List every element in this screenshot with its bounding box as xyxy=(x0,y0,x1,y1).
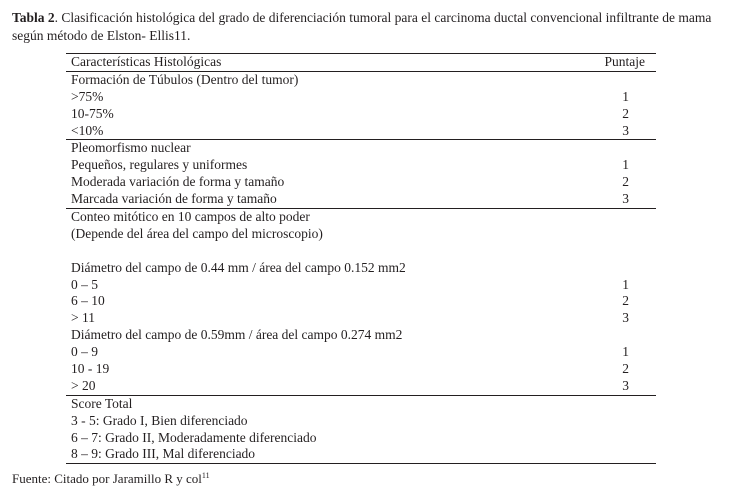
row-label: Score Total xyxy=(71,395,133,411)
table-row xyxy=(66,209,656,226)
table-row xyxy=(66,310,656,327)
source-ref: 11 xyxy=(201,471,210,480)
table-row xyxy=(66,293,656,310)
row-score: 2 xyxy=(622,174,629,190)
row-label: Diámetro del campo de 0.44 mm / área del campo 0.152 mm2 xyxy=(71,259,406,275)
caption-text: . Clasificación histológica del grado de diferenciación tumoral para el carcinoma ductal convencional infiltrante de mama según método de Elston- Ellis11. xyxy=(12,10,712,43)
row-label: 0 – 9 xyxy=(71,344,98,360)
table-body xyxy=(66,72,656,464)
source-text: Fuente: Citado por Jaramillo R y col xyxy=(12,471,202,486)
row-score: 2 xyxy=(622,361,629,377)
row-label: Moderada variación de forma y tamaño xyxy=(71,174,285,190)
table-row xyxy=(66,106,656,123)
row-label: Pequeños, regulares y uniformes xyxy=(71,157,248,173)
row-score: 2 xyxy=(622,105,629,121)
nuclear-pleomorphism-section xyxy=(66,140,656,208)
table-row xyxy=(66,361,656,378)
grading-table xyxy=(66,53,656,464)
row-label: 6 – 7: Grado II, Moderadamente diferenciado xyxy=(71,429,317,445)
row-score: 3 xyxy=(622,310,629,326)
table-row xyxy=(66,378,656,395)
table-row xyxy=(66,446,656,463)
table-row xyxy=(66,191,656,208)
row-label: >75% xyxy=(71,88,104,104)
row-label: > 11 xyxy=(71,310,95,326)
tubule-formation-section xyxy=(66,72,656,140)
table-row xyxy=(66,157,656,174)
table-row xyxy=(66,243,656,260)
row-label: > 20 xyxy=(71,377,96,393)
table-row xyxy=(66,277,656,294)
total-score-section xyxy=(66,396,656,464)
row-label: 0 – 5 xyxy=(71,276,98,292)
table-row xyxy=(66,72,656,89)
row-score: 3 xyxy=(622,377,629,393)
table-row xyxy=(66,327,656,344)
row-score: 1 xyxy=(622,344,629,360)
row-label: (Depende del área del campo del microscopio) xyxy=(71,225,323,241)
row-label: 6 – 10 xyxy=(71,293,105,309)
row-label: 3 - 5: Grado I, Bien diferenciado xyxy=(71,412,248,428)
row-label: <10% xyxy=(71,122,104,138)
table-row xyxy=(66,344,656,361)
table-row xyxy=(66,226,656,243)
row-score: 1 xyxy=(622,88,629,104)
row-label: Diámetro del campo de 0.59mm / área del campo 0.274 mm2 xyxy=(71,327,403,343)
table-row xyxy=(66,123,656,140)
row-score: 3 xyxy=(622,122,629,138)
table-row xyxy=(66,89,656,106)
table-header-row xyxy=(66,54,656,71)
section-rule xyxy=(66,463,656,464)
row-label: 8 – 9: Grado III, Mal diferenciado xyxy=(71,446,256,462)
source-note xyxy=(12,468,210,487)
table-row xyxy=(66,174,656,191)
mitotic-count-section xyxy=(66,209,656,395)
row-label: 10 - 19 xyxy=(71,361,110,377)
row-score: 2 xyxy=(622,293,629,309)
header-score: Puntaje xyxy=(604,54,645,69)
table-row xyxy=(66,413,656,430)
row-score: 3 xyxy=(622,191,629,207)
row-label: Formación de Túbulos (Dentro del tumor) xyxy=(71,71,299,87)
caption-label: Tabla 2 xyxy=(12,10,55,25)
table-row xyxy=(66,430,656,447)
row-label: 10-75% xyxy=(71,105,114,121)
row-score: 1 xyxy=(622,157,629,173)
row-label: Marcada variación de forma y tamaño xyxy=(71,191,277,207)
row-score: 1 xyxy=(622,276,629,292)
table-row xyxy=(66,396,656,413)
header-characteristics: Características Histológicas xyxy=(71,54,222,69)
table-row xyxy=(66,260,656,277)
row-label: Conteo mitótico en 10 campos de alto poder xyxy=(71,209,310,225)
row-label: Pleomorfismo nuclear xyxy=(71,140,191,156)
table-caption xyxy=(12,9,724,45)
table-row xyxy=(66,140,656,157)
